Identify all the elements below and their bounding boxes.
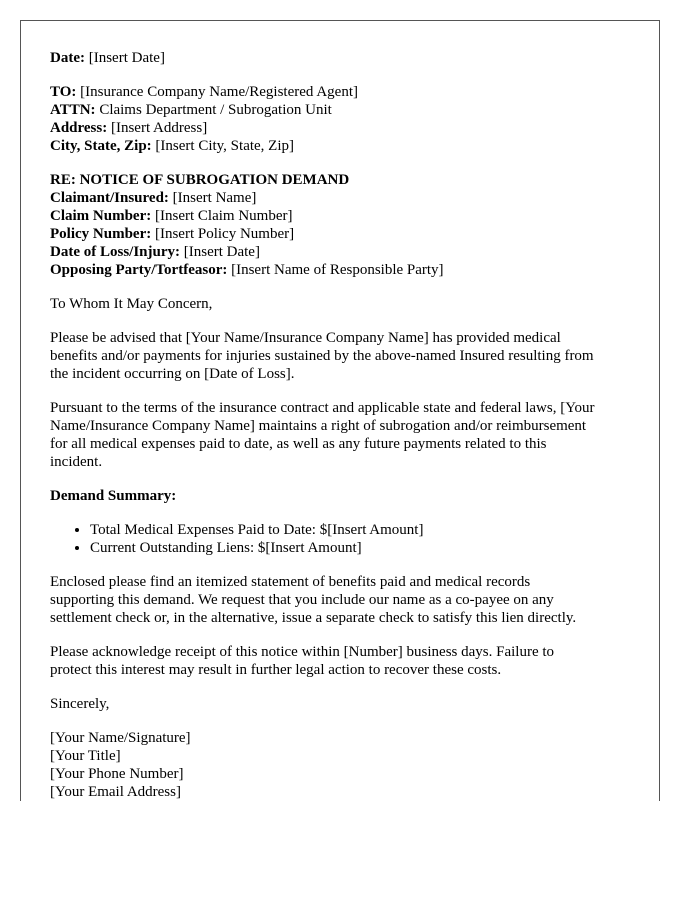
signature-email: [Your Email Address] xyxy=(50,784,181,800)
paragraph-subrogation-right xyxy=(50,399,642,471)
claim-number-label: Claim Number: xyxy=(50,208,152,224)
date-line xyxy=(50,49,642,67)
date-of-loss-line xyxy=(50,243,642,261)
opposing-party-value: [Insert Name of Responsible Party] xyxy=(227,262,444,278)
date-label: Date: xyxy=(50,50,85,66)
paragraph-line: supporting this demand. We request that you include our name as a co-payee on any xyxy=(50,592,554,608)
list-item: • Current Outstanding Liens: $[Insert Amount] xyxy=(90,539,642,557)
paragraph-line: incident. xyxy=(50,454,103,470)
paragraph-enclosures xyxy=(50,573,642,627)
demand-summary-list xyxy=(50,521,642,557)
letter-page xyxy=(20,20,660,801)
paragraph-line: protect this interest may result in further legal action to recover these costs. xyxy=(50,662,502,678)
claimant-line xyxy=(50,189,642,207)
paragraph-notice xyxy=(50,329,642,383)
signature-name: [Your Name/Signature] xyxy=(50,730,191,746)
closing: Sincerely, xyxy=(50,696,110,712)
city-line xyxy=(50,137,642,155)
claimant-label: Claimant/Insured: xyxy=(50,190,169,206)
signature-block xyxy=(50,729,642,801)
demand-summary-label: Demand Summary: xyxy=(50,488,177,504)
reference-block xyxy=(50,171,642,279)
to-value: [Insurance Company Name/Registered Agent] xyxy=(76,84,358,100)
city-value: [Insert City, State, Zip] xyxy=(151,138,295,154)
date-of-loss-value: [Insert Date] xyxy=(180,244,260,260)
to-line xyxy=(50,83,642,101)
signature-title: [Your Title] xyxy=(50,748,121,764)
re-heading: RE: NOTICE OF SUBROGATION DEMAND xyxy=(50,172,350,188)
attn-value: Claims Department / Subrogation Unit xyxy=(95,102,332,118)
opposing-party-line xyxy=(50,261,642,279)
signature-phone: [Your Phone Number] xyxy=(50,766,184,782)
policy-number-label: Policy Number: xyxy=(50,226,152,242)
paragraph-line: benefits and/or payments for injuries sustained by the above-named Insured resulting from xyxy=(50,348,594,364)
city-label: City, State, Zip: xyxy=(50,138,152,154)
attn-label: ATTN: xyxy=(50,102,96,118)
paragraph-line: Please acknowledge receipt of this notice within [Number] business days. Failure to xyxy=(50,644,555,660)
claim-number-value: [Insert Claim Number] xyxy=(151,208,293,224)
attn-line xyxy=(50,101,642,119)
demand-summary-heading xyxy=(50,487,642,505)
address-line xyxy=(50,119,642,137)
recipient-block xyxy=(50,83,642,155)
claim-number-line xyxy=(50,207,642,225)
paragraph-line: Please be advised that [Your Name/Insurance Company Name] has provided medical xyxy=(50,330,561,346)
date-value: [Insert Date] xyxy=(84,50,165,66)
paragraph-line: the incident occurring on [Date of Loss]. xyxy=(50,366,295,382)
claimant-value: [Insert Name] xyxy=(168,190,257,206)
address-value: [Insert Address] xyxy=(107,120,208,136)
paragraph-line: for all medical expenses paid to date, as well as any future payments related to this xyxy=(50,436,547,452)
salutation: To Whom It May Concern, xyxy=(50,296,213,312)
paragraph-line: settlement check or, in the alternative, issue a separate check to satisfy this lien directly. xyxy=(50,610,577,626)
list-item: • Total Medical Expenses Paid to Date: $[Insert Amount] xyxy=(90,521,642,539)
address-label: Address: xyxy=(50,120,108,136)
policy-number-value: [Insert Policy Number] xyxy=(151,226,295,242)
date-of-loss-label: Date of Loss/Injury: xyxy=(50,244,180,260)
policy-number-line xyxy=(50,225,642,243)
paragraph-line: Pursuant to the terms of the insurance contract and applicable state and federal laws, [Your xyxy=(50,400,595,416)
paragraph-line: Enclosed please find an itemized statement of benefits paid and medical records xyxy=(50,574,531,590)
letter-content xyxy=(50,49,642,801)
opposing-party-label: Opposing Party/Tortfeasor: xyxy=(50,262,228,278)
to-label: TO: xyxy=(50,84,77,100)
paragraph-line: Name/Insurance Company Name] maintains a right of subrogation and/or reimbursement xyxy=(50,418,587,434)
re-line xyxy=(50,171,642,189)
paragraph-acknowledge xyxy=(50,643,642,679)
